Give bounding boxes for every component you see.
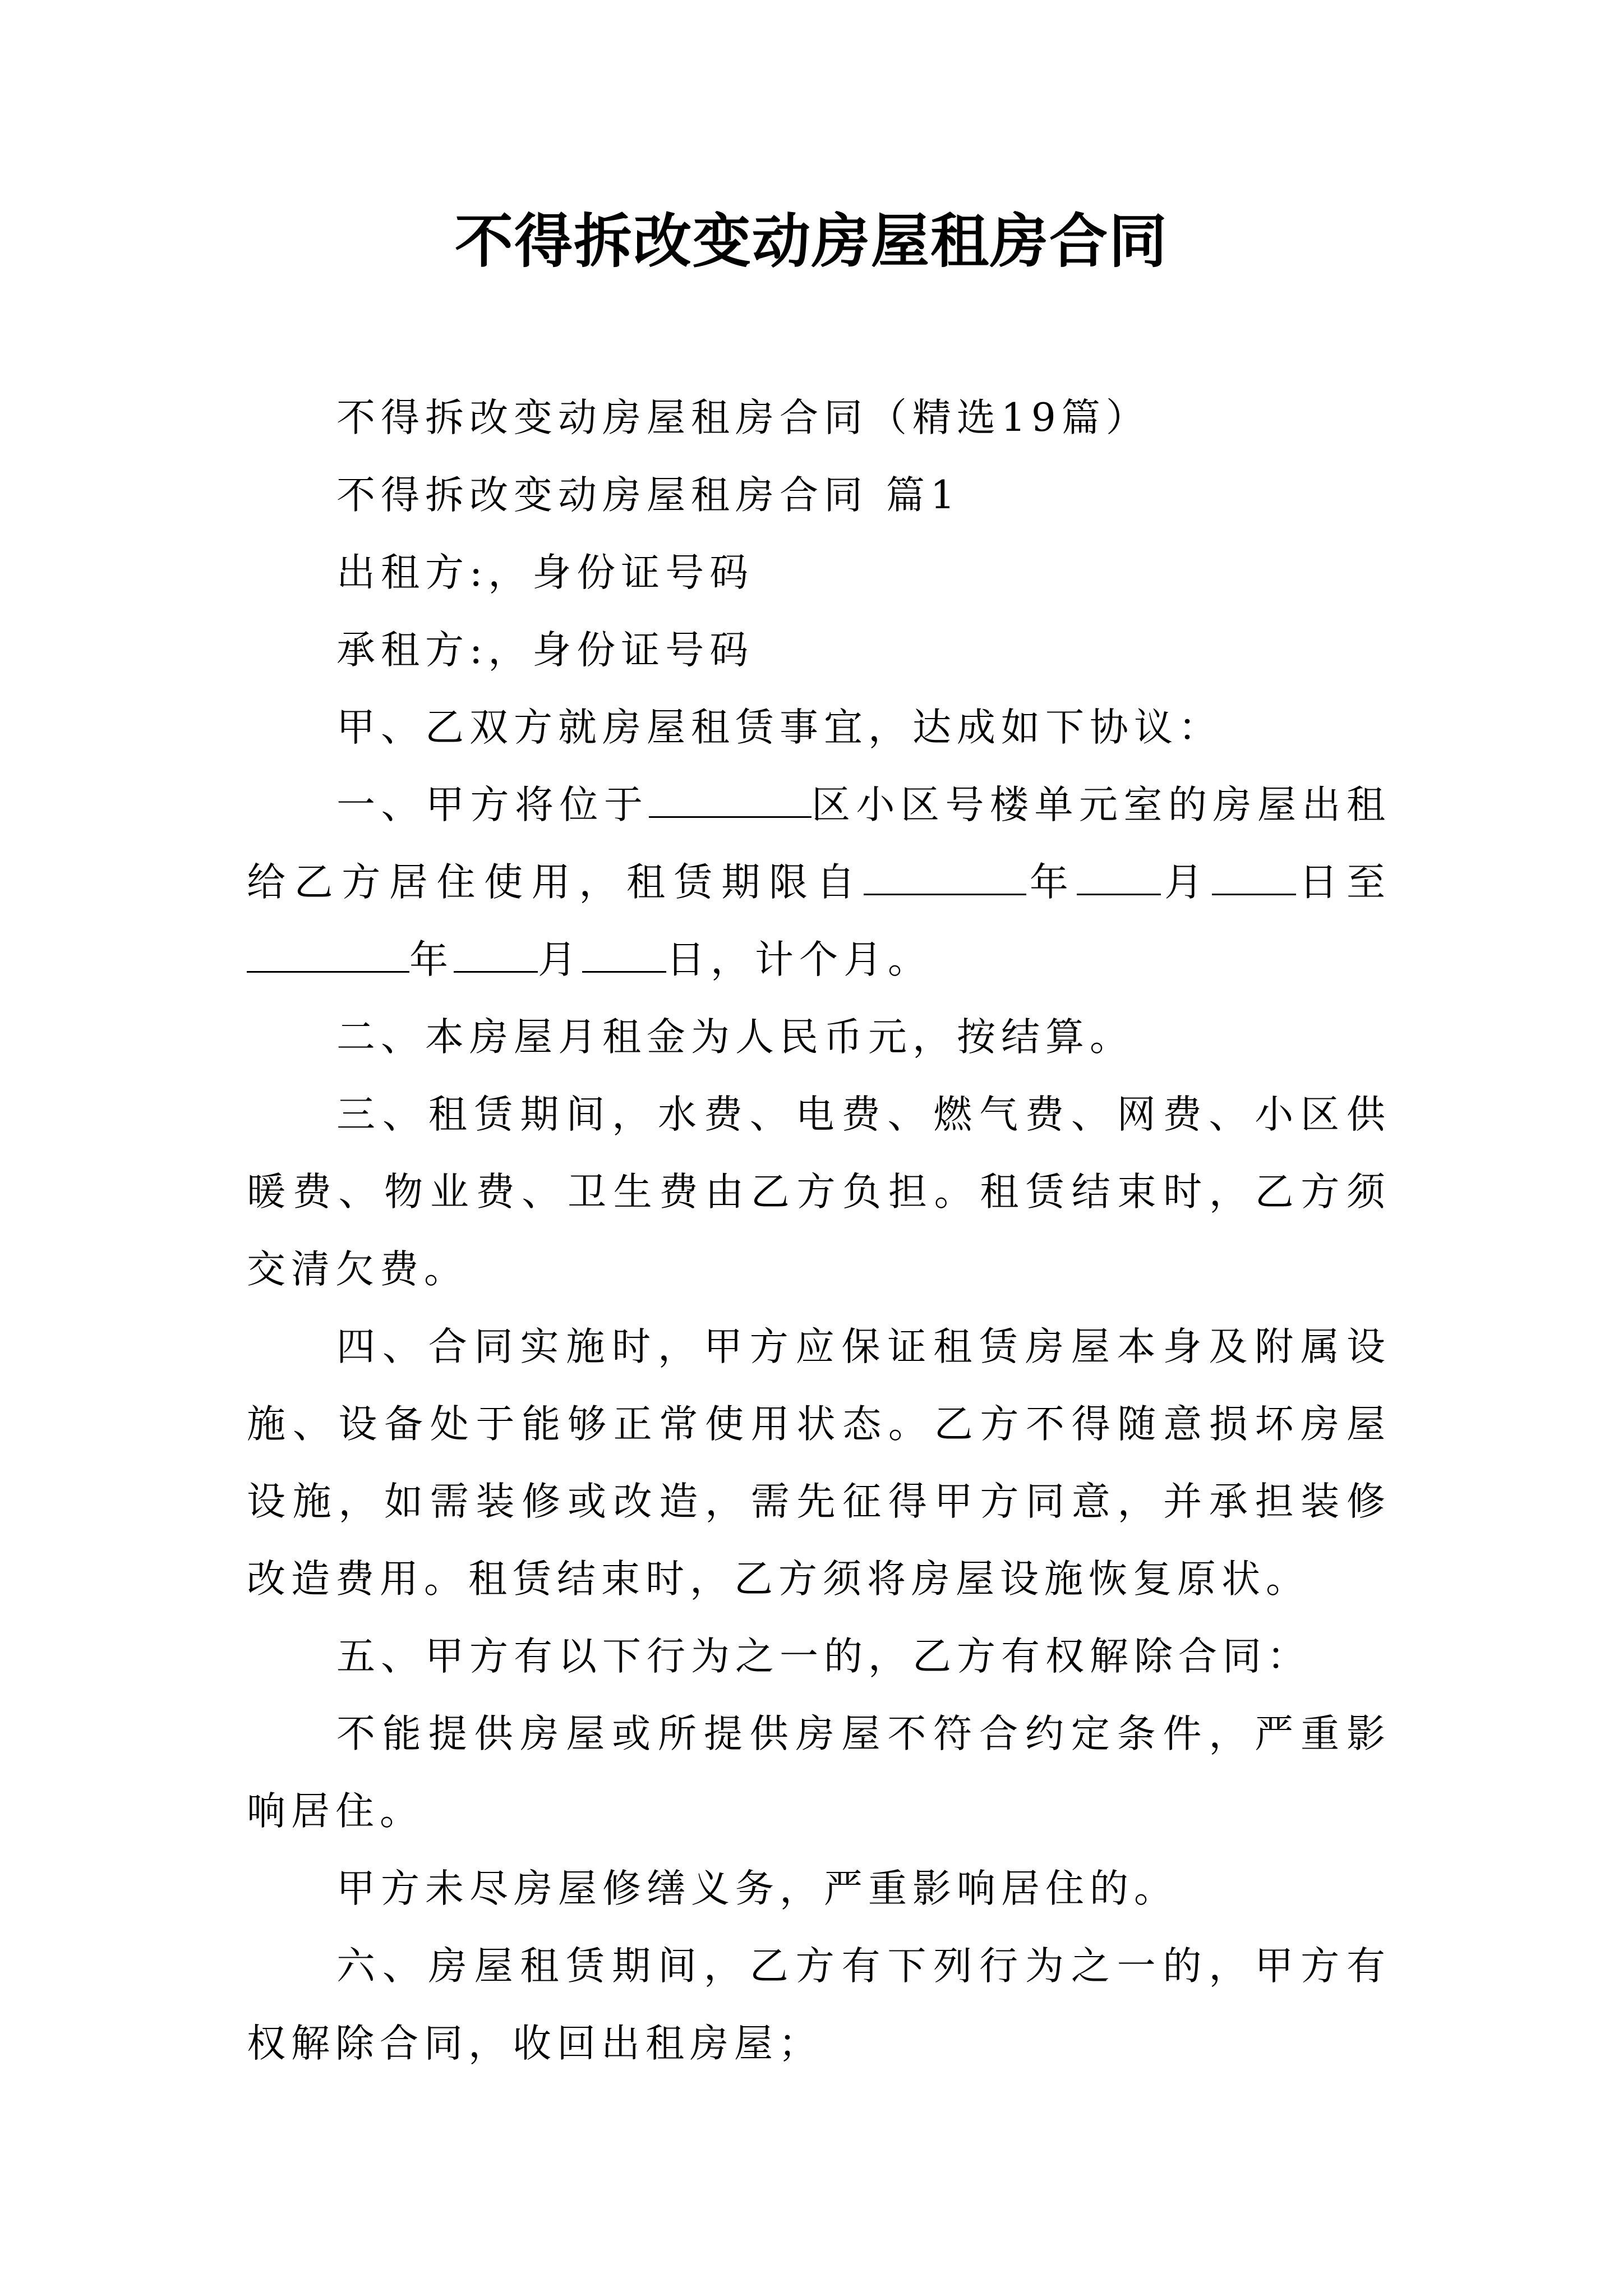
clause-5-item-2: 甲方未尽房屋修缮义务，严重影响居住的。 <box>336 1866 1178 1911</box>
month-label: 月 <box>1161 860 1212 905</box>
clause-1-text: 日，计个月。 <box>666 937 932 982</box>
day-to-label: 日至 <box>1295 860 1391 905</box>
end-day-blank <box>582 936 666 973</box>
section-heading: 不得拆改变动房屋租房合同 篇1 <box>336 473 961 518</box>
clause-5-item-1: 不能提供房屋或所提供房屋不符合约定条件，严重影响居住。 <box>247 1711 1391 1834</box>
document-title: 不得拆改变动房屋租房合同 <box>454 207 1168 275</box>
clause-4: 四、合同实施时，甲方应保证租赁房屋本身及附属设施、设备处于能够正常使用状态。乙方不得随意损坏房屋设施，如需装修或改造，需先征得甲方同意，并承担装修改造费用。租赁结束时，乙方须将房屋设施恢复原状。 <box>247 1324 1391 1602</box>
document-body <box>247 379 1391 2082</box>
document-subtitle: 不得拆改变动房屋租房合同（精选19篇） <box>336 395 1150 440</box>
year-label: 年 <box>409 937 454 982</box>
clause-1-text: 一、甲方将位于 <box>336 783 649 827</box>
clause-2: 二、本房屋月租金为人民币元，按结算。 <box>336 1015 1134 1060</box>
clause-5: 五、甲方有以下行为之一的，乙方有权解除合同： <box>336 1634 1311 1679</box>
end-year-blank <box>247 936 409 973</box>
clause-6: 六、房屋租赁期间，乙方有下列行为之一的，甲方有权解除合同，收回出租房屋； <box>247 1944 1391 2066</box>
year-label: 年 <box>1026 860 1077 905</box>
clause-1 <box>247 766 1391 999</box>
start-day-blank <box>1212 859 1296 895</box>
start-month-blank <box>1077 859 1161 895</box>
end-month-blank <box>454 936 538 973</box>
clause-3: 三、租赁期间，水费、电费、燃气费、网费、小区供暖费、物业费、卫生费由乙方负担。租赁结束时，乙方须交清欠费。 <box>247 1092 1391 1292</box>
start-year-blank <box>864 859 1026 895</box>
lessee-line: 承租方:，身份证号码 <box>336 628 754 673</box>
agreement-intro: 甲、乙双方就房屋租赁事宜，达成如下协议： <box>336 705 1223 750</box>
lessor-line: 出租方:，身份证号码 <box>336 550 754 595</box>
clause-1-text: 区小区号楼单元室的房屋出租给乙方居住使用，租赁期限自 <box>247 783 1391 905</box>
address-blank <box>649 781 811 818</box>
month-label: 月 <box>538 937 582 982</box>
